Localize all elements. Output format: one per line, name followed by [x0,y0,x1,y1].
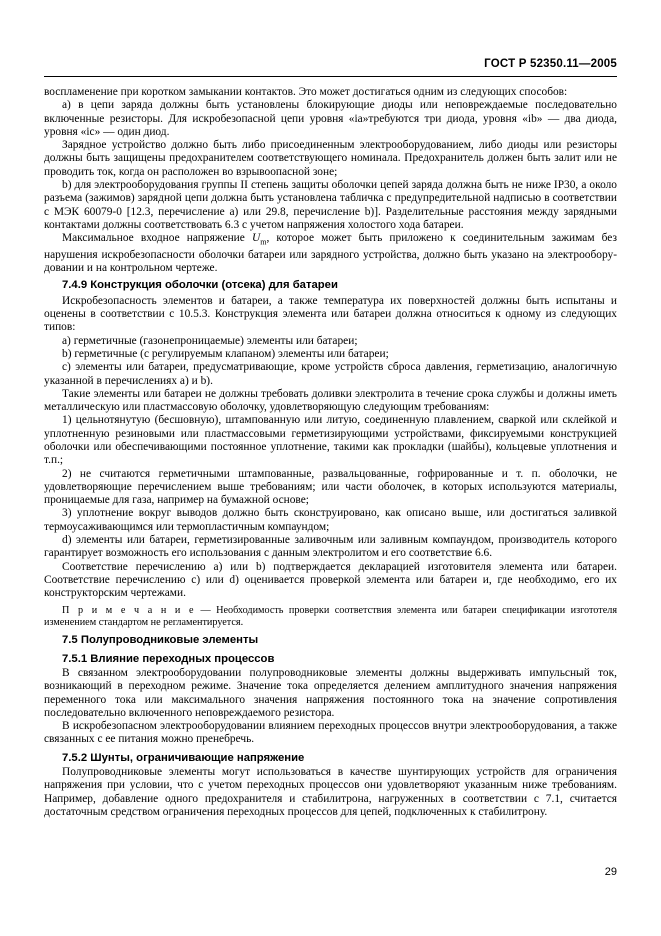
page-number: 29 [604,866,617,878]
list-item: с) элементы или батареи, предусматривающие, кроме устройств сброса давления, герметизацию, аналогичную указанной в перечислениях а) и b). [44,361,617,387]
list-item: d) элементы или батареи, герметизированные заливочным или заливным компаундом, производитель которого гарантирует возможность его использования с данным электролитом и его соответствие 6.6. [44,534,617,560]
list-item: 3) уплотнение вокруг выводов должно быть сконструировано, как описано выше, или достигаться заливкой термоусаживающимся или термопластичным компаундом; [44,507,617,533]
paragraph: Зарядное устройство должно быть либо присоединенным электрооборудованием, либо диоды или резисторы должны быть защищены предохранителем соответствующего номинала. Предохранитель должен быть залит или не проводить ток, когда он расположен во взрывоопасной зоне; [44,139,617,178]
paragraph: Соответствие перечислению а) или b) подтверждается декларацией изготовителя элемента или батареи. Соответствие перечислению с) или d) оценивается проверкой элемента или батареи и, где необходимо, его их конструкторским чертежами. [44,560,617,600]
list-item: 2) не считаются герметичными штампованные, развальцованные, гофрированные и т. п. оболочки, не удовлетворяющие перечислением выше требованиям; или части оболочек, в которых используются материалы, проницаемые для газа, например на бумажной основе; [44,467,617,507]
paragraph: В связанном электрооборудовании полупроводниковые элементы должны выдерживать импульсный ток, возникающий в переходном режиме. Значение тока определяется делением амплитудного значения напряжения переменного тока или максимального значения напряжения постоянного тока на значение сопротивления последовательно включенного неповреждаемого резистора. [44,666,617,719]
paragraph: воспламенение при коротком замыкании контактов. Это может достигаться одним из следующих способов: [44,86,568,98]
paragraph: В искробезопасном электрооборудовании влиянием переходных процессов внутри электрооборудования, а также связанных с ее питания можно пренебречь. [44,720,617,746]
list-item: а) герметичные (газонепроницаемые) элементы или батареи; [62,334,358,347]
page-header: ГОСТ Р 52350.11—2005 [484,58,617,70]
header-divider [44,76,617,77]
note: П р и м е ч а н и е — Необходимость проверки соответствия элемента или батареи спецификации изгототеля изменением стандартом не регламентируется. [44,604,617,628]
list-item: b) герметичные (с регулируемым клапаном) элементы или батареи; [62,347,389,360]
section-heading-7-4-9: 7.4.9 Конструкция оболочки (отсека) для батареи [62,279,338,292]
section-heading-7-5-2: 7.5.2 Шунты, ограничивающие напряжение [62,751,305,764]
list-item: 1) цельнотянутую (бесшовную), штампованную или литую, соединенную плавлением, сваркой или склейкой и уплотненную резиновыми или пластмассовыми герметизирующими устройствами, фиксируемыми конструкцией оболочки или обеспечивающими постоянное уплотнение, такими как прокладки (шайбы), кольцевые уплотнения и т.п.; [44,414,617,467]
paragraph: Максимальное входное напряжение $U_m$, которое может быть приложено к соединительным зажимам без нарушения искробезопасности оболочки батареи или зарядного устройства, должно быть указано на электрооборудовании и на контрольном чертеже. [44,232,617,275]
paragraph: Полупроводниковые элементы могут использоваться в качестве шунтирующих устройств для ограничения напряжения при условии, что с учетом переходных процессов они удовлетворяют указанным ниже требованиям. Например, добавление одного предохранителя и стабилитрона, нагруженных в соответствии с 7.1, считается достаточным средством ограничения переходных процессов для цепей, подключенных к стабилитрону. [44,766,617,818]
section-heading-7-5: 7.5 Полупроводниковые элементы [62,634,259,647]
paragraph: Такие элементы или батареи не должны требовать доливки электролита в течение срока службы и должны иметь металлическую или пластмассовую оболочку, удовлетворяющую следующим требованиям: [44,387,617,414]
page-content [44,86,617,819]
paragraph: b) для электрооборудования группы II степень защиты оболочки цепей заряда должна быть не ниже IP30, а около разъема (зажимов) зарядной цепи должна быть установлена табличка с предупредительной надписью в соответствии с МЭК 60079-0 [12.3, перечисление а) или 29.8, перечисление b)]. Разделительные расстояния между зарядными контактами должны соответствовать 6.3 с учетом напряжения холостого хода батареи. [44,179,617,231]
paragraph: Искробезопасность элементов и батареи, а также температура их поверхностей должны быть испытаны и оценены в соответствии с 10.5.3. Конструкция элемента или батареи должна относиться к одному из следующих типов: [44,294,617,334]
paragraph: а) в цепи заряда должны быть установлены блокирующие диоды или неповреждаемые последовательно включенные резисторы. Для искробезопасной цепи уровня «ia»требуются три диода, уровня «ib» — два диода, уровня «ic» — один диод. [44,99,617,138]
section-heading-7-5-1: 7.5.1 Влияние переходных процессов [62,652,275,665]
